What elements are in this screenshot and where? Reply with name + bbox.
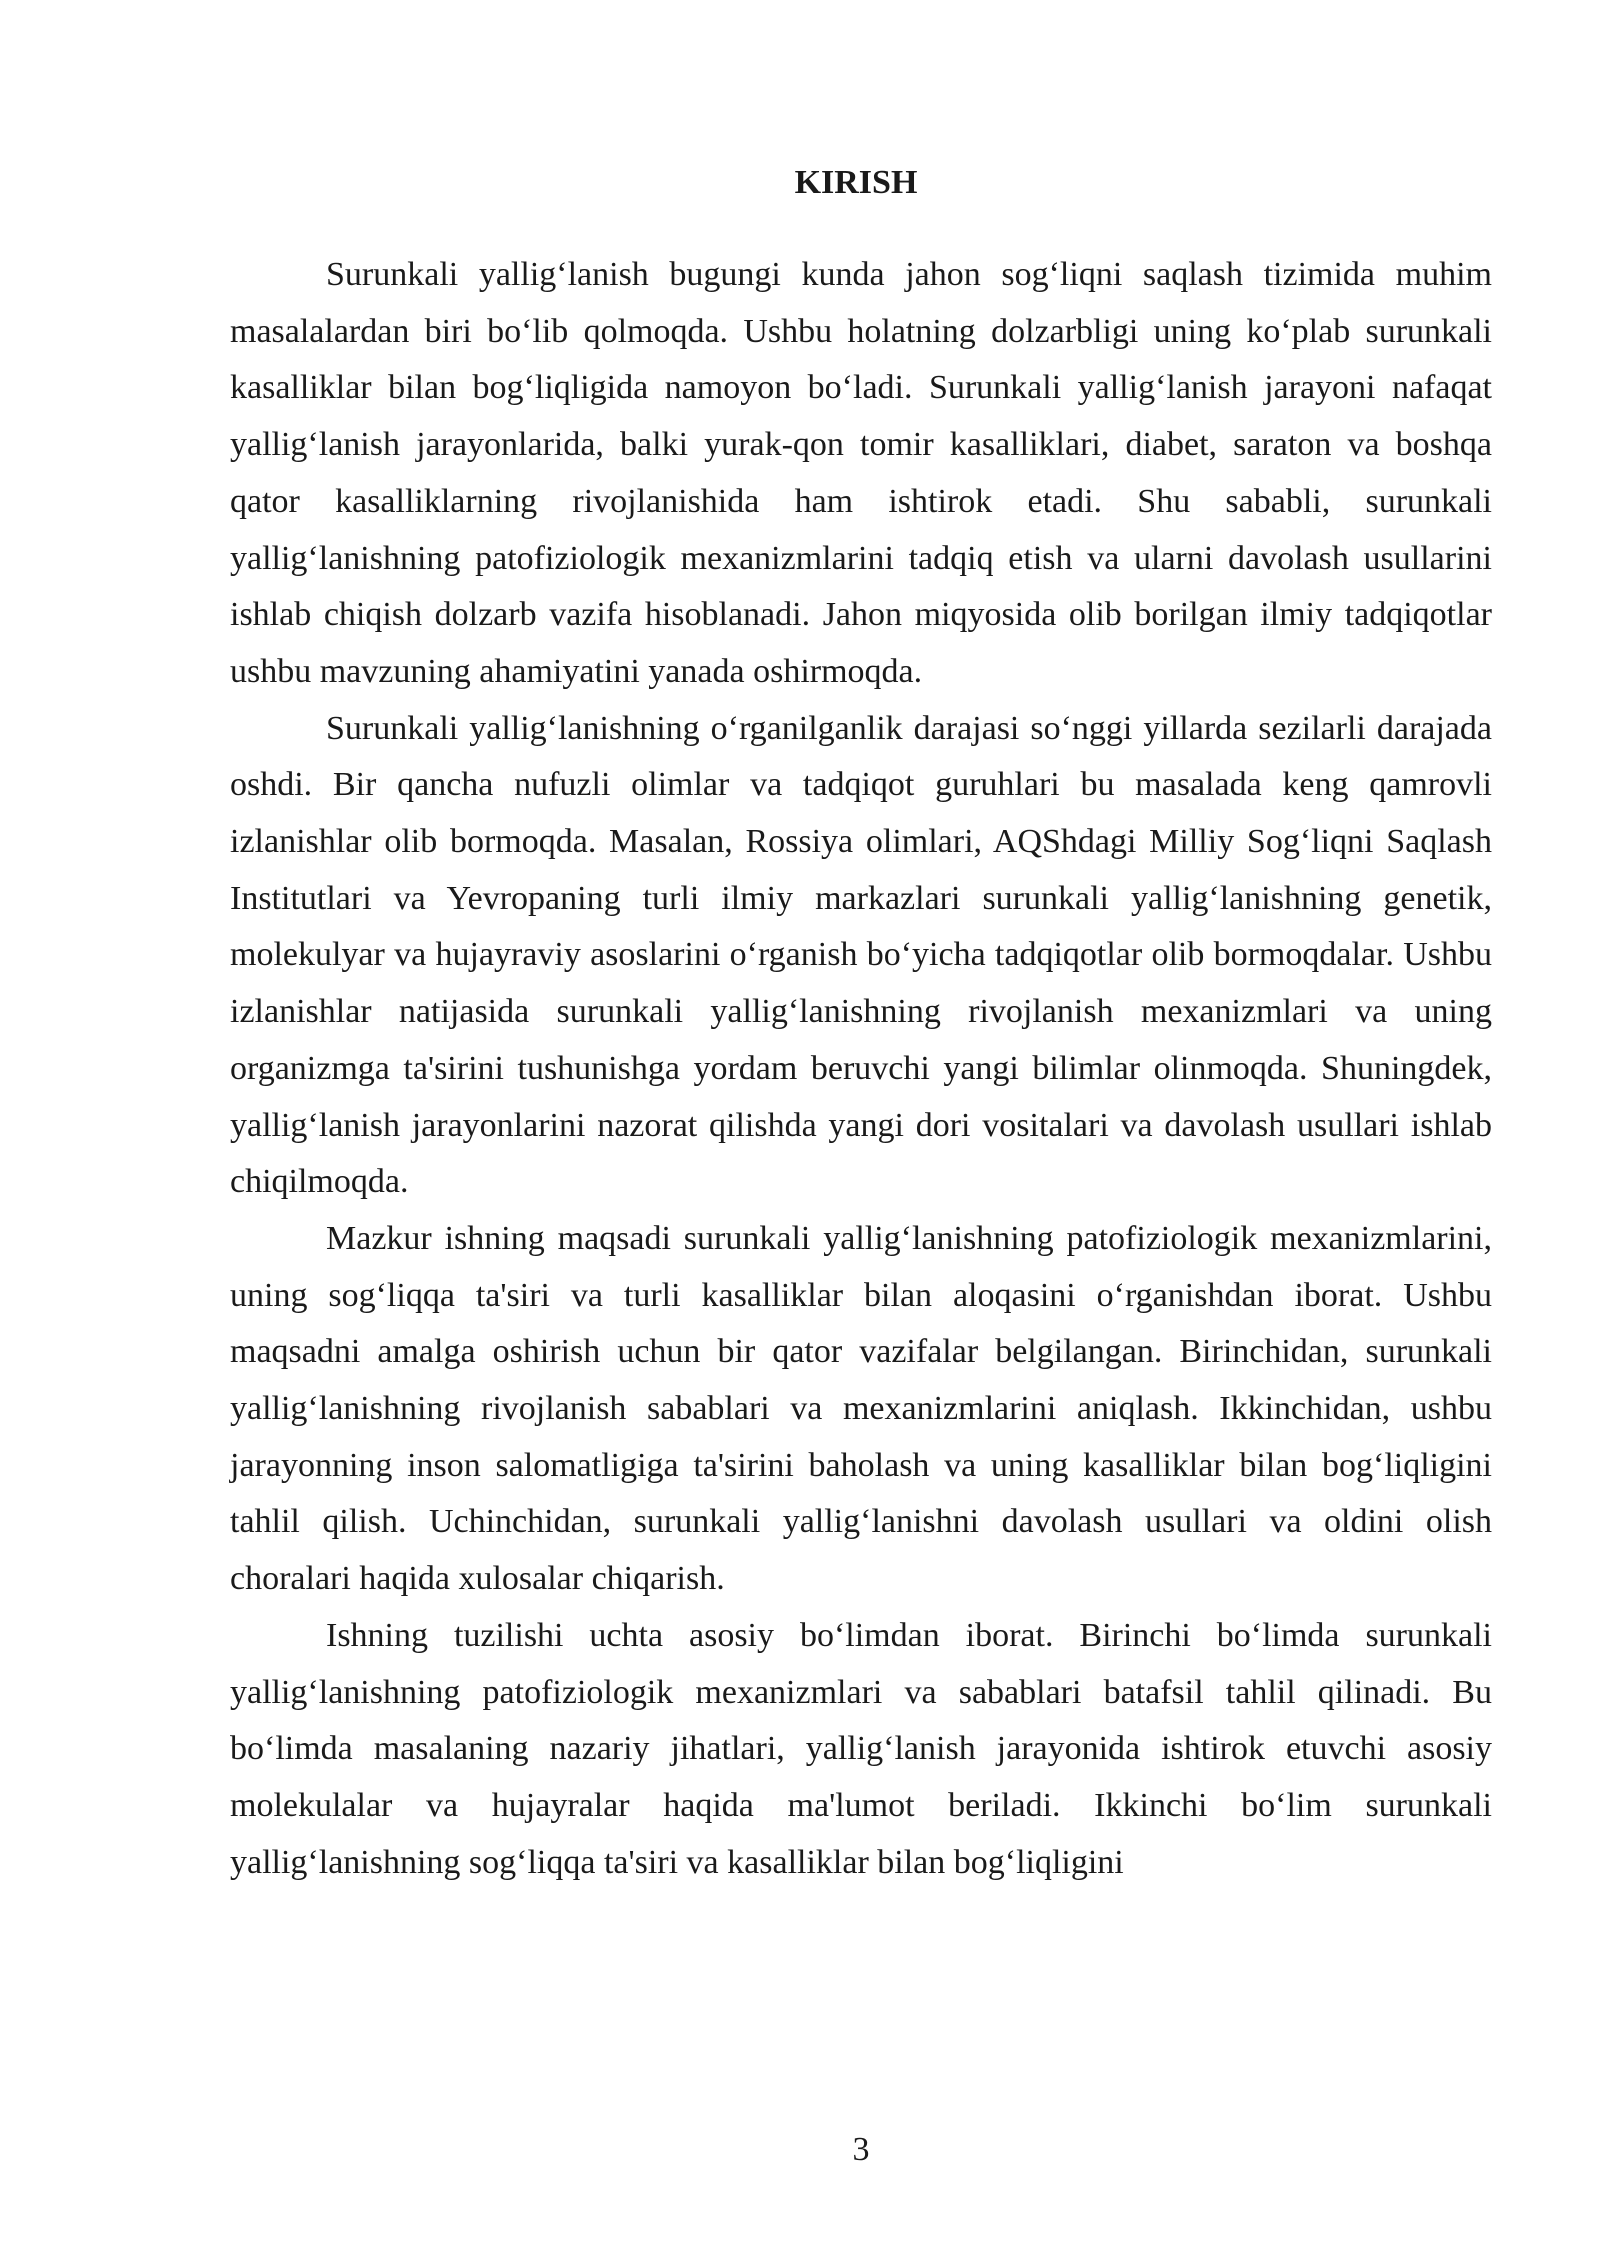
body-text	[230, 247, 1492, 1891]
page-number: 3	[852, 2131, 870, 2168]
paragraph-structure: Ishning tuzilishi uchta asosiy bo‘limdan iborat. Birinchi bo‘limda surunkali yallig‘lanishning patofiziologik mexanizmlari va sabablari batafsil tahlil qilinadi. Bu bo‘limda masalaning nazariy jihatlari, yallig‘lanish jarayonida ishtirok etuvchi asosiy molekulalar va hujayralar haqida ma'lumot beriladi. Ikkinchi bo‘lim surunkali yallig‘lanishning sog‘liqqa ta'siri va kasalliklar bilan bog‘liqligini	[230, 1616, 1492, 1881]
paragraph-research-status: Surunkali yallig‘lanishning o‘rganilganlik darajasi so‘nggi yillarda sezilarli darajada oshdi. Bir qancha nufuzli olimlar va tadqiqot guruhlari bu masalada keng qamrovli izlanishlar olib bormoqda. Masalan, Rossiya olimlari, AQShdagi Milliy Sog‘liqni Saqlash Institutlari va Yevropaning turli ilmiy markazlari surunkali yallig‘lanishning genetik, molekulyar va hujayraviy asoslarini o‘rganish bo‘yicha tadqiqotlar olib bormoqdalar. Ushbu izlanishlar natijasida surunkali yallig‘lanishning rivojlanish mexanizmlari va uning organizmga ta'sirini tushunishga yordam beruvchi yangi bilimlar olinmoqda. Shuningdek, yallig‘lanish jarayonlarini nazorat qilishda yangi dori vositalari va davolash usullari ishlab chiqilmoqda.	[230, 709, 1492, 1201]
paragraph-goals: Mazkur ishning maqsadi surunkali yallig‘lanishning patofiziologik mexanizmlarini, uning sog‘liqqa ta'siri va turli kasalliklar bilan aloqasini o‘rganishdan iborat. Ushbu maqsadni amalga oshirish uchun bir qator vazifalar belgilangan. Birinchidan, surunkali yallig‘lanishning rivojlanish sabablari va mexanizmlarini aniqlash. Ikkinchidan, ushbu jarayonning inson salomatligiga ta'sirini baholash va uning kasalliklar bilan bog‘liqligini tahlil qilish. Uchinchidan, surunkali yallig‘lanishni davolash usullari va oldini olish choralari haqida xulosalar chiqarish.	[230, 1219, 1492, 1598]
paragraph-intro: Surunkali yallig‘lanish bugungi kunda jahon sog‘liqni saqlash tizimida muhim masalalardan biri bo‘lib qolmoqda. Ushbu holatning dolzarbligi uning ko‘plab surunkali kasalliklar bilan bog‘liqligida namoyon bo‘ladi. Surunkali yallig‘lanish jarayoni nafaqat yallig‘lanish jarayonlarida, balki yurak-qon tomir kasalliklari, diabet, saraton va boshqa qator kasalliklarning rivojlanishida ham ishtirok etadi. Shu sababli, surunkali yallig‘lanishning patofiziologik mexanizmlarini tadqiq etish va ularni davolash usullarini ishlab chiqish dolzarb vazifa hisoblanadi. Jahon miqyosida olib borilgan ilmiy tadqiqotlar ushbu mavzuning ahamiyatini yanada oshirmoqda.	[230, 256, 1492, 690]
section-heading: KIRISH	[794, 164, 918, 201]
